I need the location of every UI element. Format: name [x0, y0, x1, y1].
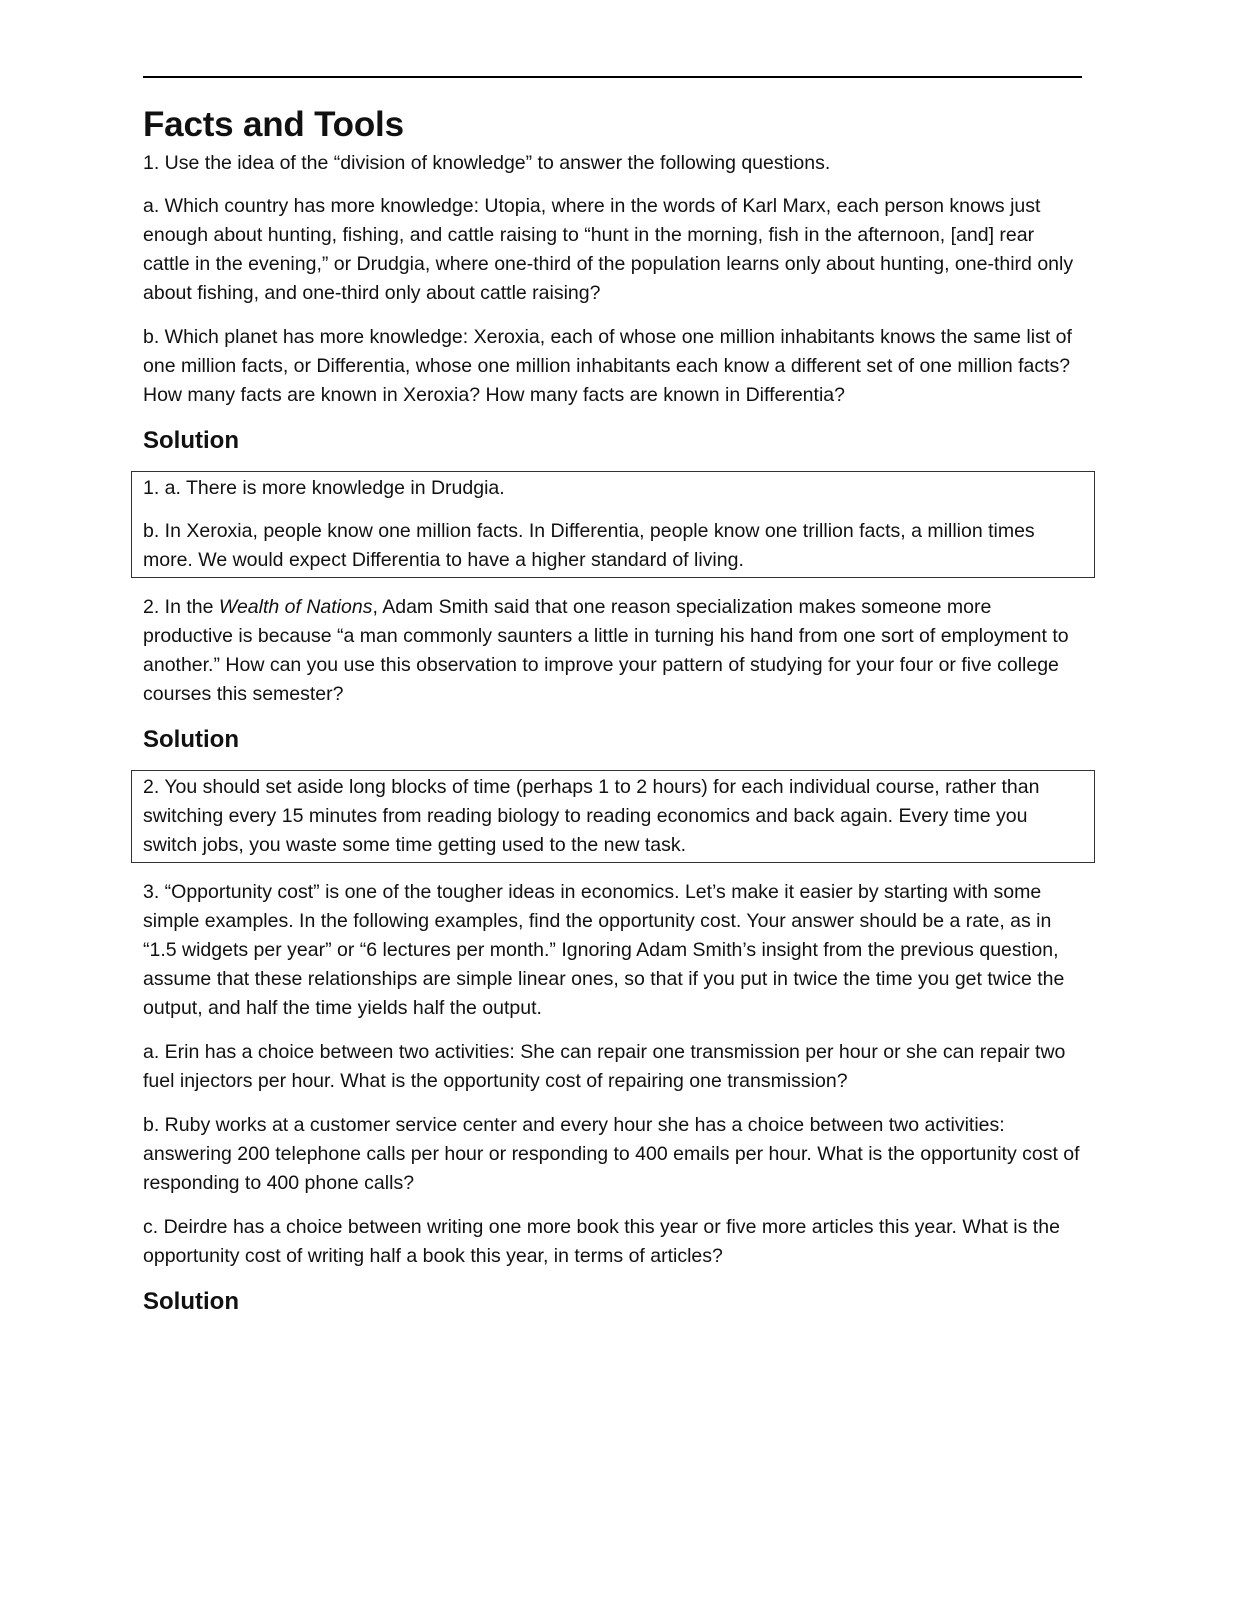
book-title: Wealth of Nations: [218, 596, 373, 618]
question-2-text-after: , Adam Smith said that one reason specialization makes someone more productive is because “a man commonly saunters a little in turning his hand from one sort of employment to another.” How can you use this observation to improve your pattern of studying for your four or five college courses this semester?: [143, 596, 1069, 705]
page-content: [143, 103, 1083, 1332]
solution-2: 2. You should set aside long blocks of time (perhaps 1 to 2 hours) for each individual course, rather than switching every 15 minutes from reading biology to reading economics and back again. Every time you switch jobs, you waste some time getting used to the new task.: [143, 776, 1040, 856]
question-2: [143, 593, 1083, 709]
question-3a: a. Erin has a choice between two activities: She can repair one transmission per hour or she can repair two fuel injectors per hour. What is the opportunity cost of repairing one transmission?: [143, 1041, 1066, 1092]
page-title: Facts and Tools: [143, 105, 404, 144]
question-3c: c. Deirdre has a choice between writing one more book this year or five more articles this year. What is the opportunity cost of writing half a book this year, in terms of articles?: [143, 1216, 1060, 1267]
solution-1-heading: Solution: [143, 427, 239, 454]
question-3b: b. Ruby works at a customer service center and every hour she has a choice between two activities: answering 200 telephone calls per hour or responding to 400 emails per hour. What is the opportunity cost of responding to 400 phone calls?: [143, 1114, 1080, 1194]
question-1a: a. Which country has more knowledge: Utopia, where in the words of Karl Marx, each person knows just enough about hunting, fishing, and cattle raising to “hunt in the morning, fish in the afternoon, [and] rear cattle in the evening,” or Drudgia, where one-third of the population learns only about hunting, one-third only about fishing, and one-third only about cattle raising?: [143, 195, 1074, 304]
question-3-intro: 3. “Opportunity cost” is one of the tougher ideas in economics. Let’s make it easier by starting with some simple examples. In the following examples, find the opportunity cost. Your answer should be a rate, as in “1.5 widgets per year” or “6 lectures per month.” Ignoring Adam Smith’s insight from the previous question, assume that these relationships are simple linear ones, so that if you put in twice the time you get twice the output, and half the time yields half the output.: [143, 881, 1065, 1019]
solution-1a: 1. a. There is more knowledge in Drudgia.: [143, 477, 505, 499]
question-1b: b. Which planet has more knowledge: Xeroxia, each of whose one million inhabitants knows the same list of one million facts, or Differentia, whose one million inhabitants each know a different set of one million facts? How many facts are known in Xeroxia? How many facts are known in Differentia?: [143, 326, 1072, 406]
solution-3-heading: Solution: [143, 1288, 239, 1315]
top-divider: [143, 76, 1082, 78]
solution-2-heading: Solution: [143, 726, 239, 753]
solution-2-box: [131, 770, 1095, 863]
solution-1b: b. In Xeroxia, people know one million facts. In Differentia, people know one trillion facts, a million times more. We would expect Differentia to have a higher standard of living.: [143, 520, 1035, 571]
solution-1-box: [131, 471, 1095, 578]
question-1-intro: 1. Use the idea of the “division of knowledge” to answer the following questions.: [143, 152, 831, 174]
question-2-text-before: 2. In the: [143, 596, 219, 618]
